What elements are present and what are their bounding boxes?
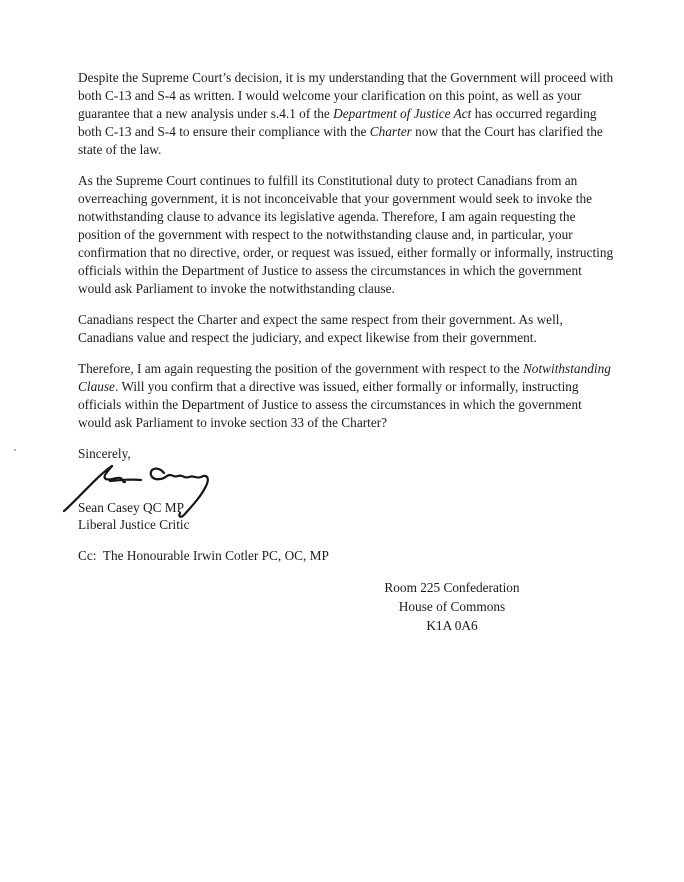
paragraph-4-text: Therefore, I am again requesting the position of the government with respect to the [78, 361, 523, 376]
address-line-3: K1A 0A6 [426, 618, 478, 633]
italic-charter: Charter [369, 124, 412, 139]
signature-block [60, 463, 614, 499]
paragraph-2 [78, 172, 614, 298]
italic-department-of-justice-act: Department of Justice Act [333, 106, 472, 121]
paragraph-1-text: Despite the Supreme Court’s decision, it is my understanding that the Government will proceed with both C-13 and S-4 as written. I would welcome your clarification on this point, as well as your guarantee that a new analysis under s.4.1 of the [78, 70, 614, 121]
paragraph-1-text: has occurred regarding both C-13 and S-4 to ensure their compliance with the [78, 106, 597, 139]
closing-line: Sincerely, [78, 446, 131, 461]
address-line-1: Room 225 Confederation [384, 580, 520, 595]
scan-artifact-dot [14, 449, 16, 451]
paragraph-1 [78, 69, 614, 159]
paragraph-4-text: . Will you confirm that a directive was issued, either formally or informally, instructing officials within the Department of Justice to assess the circumstances in which the government would ask Parliament to invoke section 33 of the Charter? [78, 379, 582, 430]
signer-title: Liberal Justice Critic [78, 517, 190, 532]
address-block [372, 578, 532, 635]
paragraph-3 [78, 311, 614, 347]
signer-name: Sean Casey QC MP [78, 500, 185, 515]
paragraph-3-text: Canadians respect the Charter and expect the same respect from their government. As well, Canadians value and respect the judiciary, and expect likewise from their government. [78, 312, 563, 345]
paragraph-4 [78, 360, 614, 432]
italic-notwithstanding-clause: Notwithstanding Clause [78, 361, 611, 394]
address-line-2: House of Commons [398, 599, 506, 614]
paragraph-2-text: As the Supreme Court continues to fulfill its Constitutional duty to protect Canadians from an overreaching government, it is not inconceivable that your government would seek to invoke the notwithstanding clause to advance its legislative agenda. Therefore, I am again requesting the position of the government with respect to the notwithstanding clause and, in particular, your confirmation that no directive, order, or request was issued, either formally or informally, instructing officials within the Department of Justice to assess the circumstances in which the government would ask Parliament to invoke the notwithstanding clause. [78, 173, 614, 296]
letter-body [78, 69, 614, 635]
cc-line: Cc: The Honourable Irwin Cotler PC, OC, MP [78, 548, 329, 563]
paragraph-1-text: now that the Court has clarified the state of the law. [78, 124, 603, 157]
